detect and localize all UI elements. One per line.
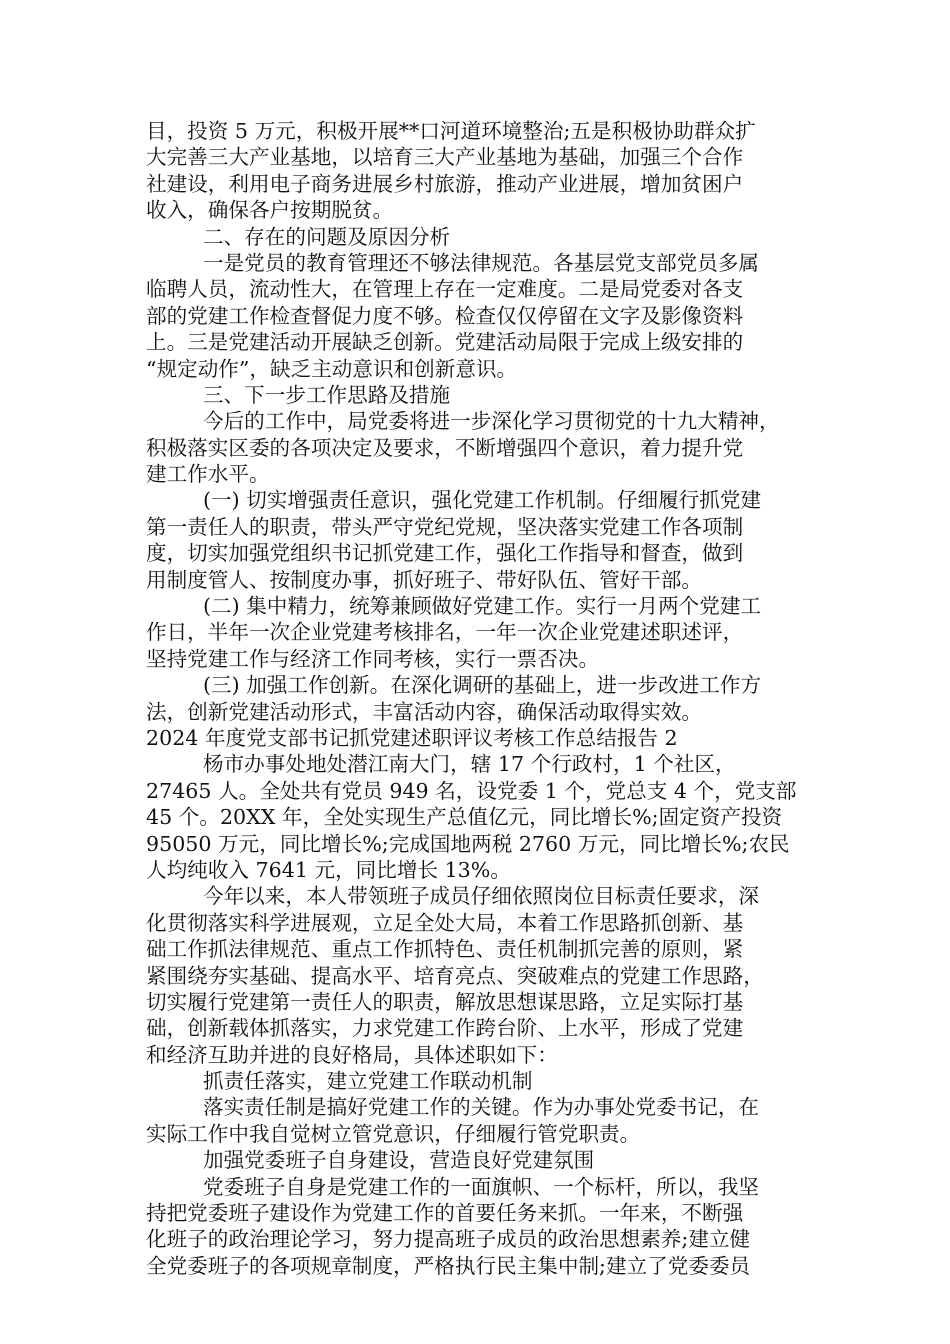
text-line: 全党委班子的各项规章制度，严格执行民主集中制;建立了党委委员 (146, 1253, 751, 1278)
text-line: (三) 加强工作创新。在深化调研的基础上，进一步改进工作方 (203, 673, 762, 698)
text-line: 2024 年度党支部书记抓党建述职评议考核工作总结报告 2 (146, 725, 678, 750)
text-line: 二、存在的问题及原因分析 (203, 224, 451, 249)
text-line: 收入，确保各户按期脱贫。 (146, 198, 394, 223)
text-line: 础，创新载体抓落实，力求党建工作跨台阶、上水平，形成了党建 (146, 1016, 744, 1041)
text-line: “规定动作”，缺乏主动意识和创新意识。 (146, 356, 518, 381)
text-line: 95050 万元，同比增长%;完成国地两税 2760 万元，同比增长%;农民 (146, 831, 790, 856)
text-line: 用制度管人、按制度办事，抓好班子、带好队伍、管好干部。 (146, 567, 703, 592)
text-line: 抓责任落实，建立党建工作联动机制 (203, 1069, 533, 1094)
text-line: 今年以来，本人带领班子成员仔细依照岗位目标责任要求，深 (203, 884, 760, 909)
text-line: 坚持党建工作与经济工作同考核，实行一票否决。 (146, 646, 600, 671)
text-line: 党委班子自身是党建工作的一面旗帜、一个标杆，所以，我坚 (203, 1174, 760, 1199)
document-body (146, 118, 810, 1279)
text-line: 切实履行党建第一责任人的职责，解放思想谋思路，立足实际打基 (146, 989, 744, 1014)
text-line: 人均纯收入 7641 元，同比增长 13%。 (146, 857, 511, 882)
text-line: 持把党委班子建设作为党建工作的首要任务来抓。一年来，不断强 (146, 1201, 744, 1226)
text-line: (二) 集中精力，统筹兼顾做好党建工作。实行一月两个党建工 (203, 594, 762, 619)
text-line: 社建设，利用电子商务进展乡村旅游，推动产业进展，增加贫困户 (146, 171, 744, 196)
text-line: 化班子的政治理论学习，努力提高班子成员的政治思想素养;建立健 (146, 1227, 751, 1252)
text-line: 积极落实区委的各项决定及要求，不断增强四个意识，着力提升党 (146, 435, 744, 460)
text-line: 建工作水平。 (146, 462, 270, 487)
text-line: 紧围绕夯实基础、提高水平、培育亮点、突破难点的党建工作思路， (146, 963, 764, 988)
text-line: 法，创新党建活动形式，丰富活动内容，确保活动取得实效。 (146, 699, 703, 724)
text-line: 杨市办事处地处潜江南大门，辖 17 个行政村，1 个社区， (203, 752, 736, 777)
text-line: 第一责任人的职责，带头严守党纪党规，坚决落实党建工作各项制 (146, 514, 744, 539)
text-line: 作日，半年一次企业党建考核排名，一年一次企业党建述职述评， (146, 620, 744, 645)
text-line: 大完善三大产业基地，以培育三大产业基地为基础，加强三个合作 (146, 145, 744, 170)
text-line: 化贯彻落实科学进展观，立足全处大局，本着工作思路抓创新、基 (146, 910, 744, 935)
text-line: 实际工作中我自觉树立管党意识，仔细履行管党职责。 (146, 1121, 641, 1146)
text-line: 度，切实加强党组织书记抓党建工作，强化工作指导和督查，做到 (146, 541, 744, 566)
text-line: 三、下一步工作思路及措施 (203, 382, 451, 407)
text-line: 加强党委班子自身建设，营造良好党建氛围 (203, 1148, 595, 1173)
text-line: 今后的工作中，局党委将进一步深化学习贯彻党的十九大精神， (203, 409, 780, 434)
text-line: 础工作抓法律规范、重点工作抓特色、责任机制抓完善的原则，紧 (146, 937, 744, 962)
text-line: 部的党建工作检查督促力度不够。检查仅仅停留在文字及影像资料 (146, 303, 744, 328)
text-line: 和经济互助并进的良好格局，具体述职如下： (146, 1042, 558, 1067)
text-line: 一是党员的教育管理还不够法律规范。各基层党支部党员多属 (203, 250, 760, 275)
text-line: 落实责任制是搞好党建工作的关键。作为办事处党委书记，在 (203, 1095, 760, 1120)
text-line: (一) 切实增强责任意识，强化党建工作机制。仔细履行抓党建 (203, 488, 762, 513)
text-line: 目，投资 5 万元，积极开展**口河道环境整治;五是积极协助群众扩 (146, 119, 756, 143)
text-line: 上。三是党建活动开展缺乏创新。党建活动局限于完成上级安排的 (146, 330, 744, 355)
text-line: 临聘人员，流动性大，在管理上存在一定难度。二是局党委对各支 (146, 277, 744, 302)
text-line: 45 个。20XX 年，全处实现生产总值亿元，同比增长%;固定资产投资 (146, 805, 783, 830)
text-line: 27465 人。全处共有党员 949 名，设党委 1 个，党总支 4 个，党支部 (146, 778, 797, 803)
